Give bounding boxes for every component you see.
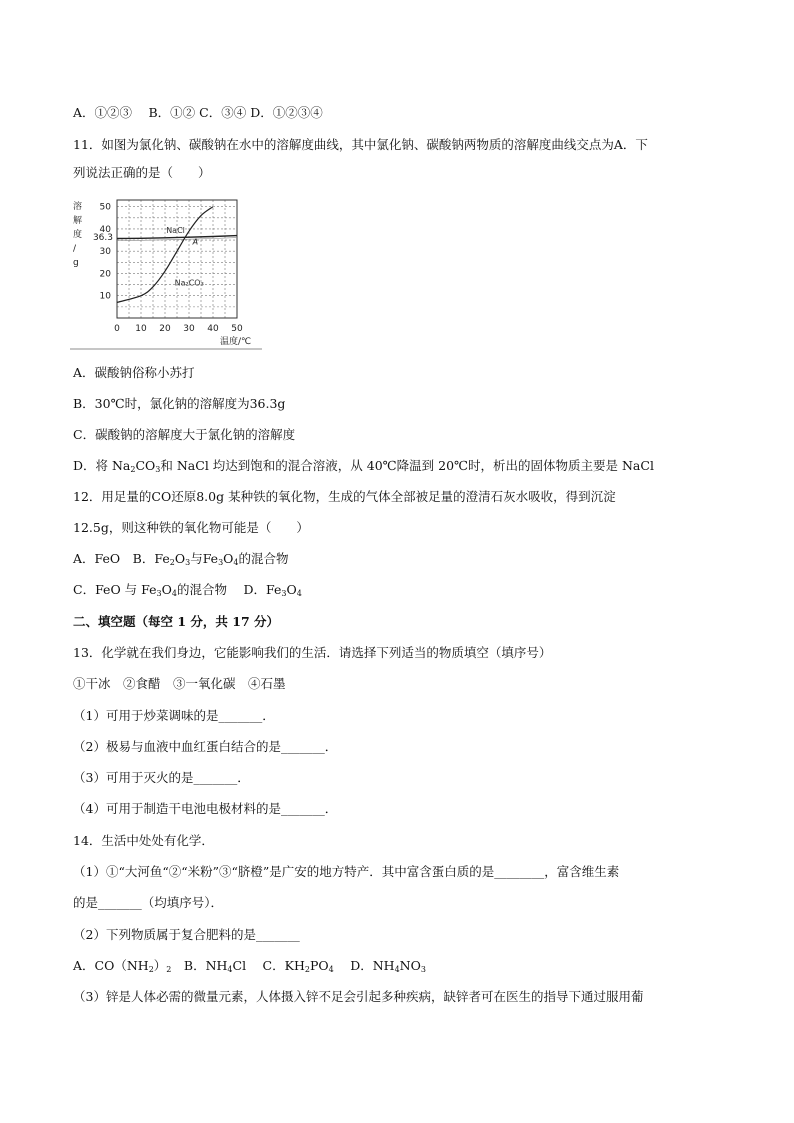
q12-options-cd: C．FeO 与 $Fe_3O_4$的混合物 D．$Fe_3O_4$ [73,582,302,598]
q11-stem-line2: 列说法正确的是（ ） [73,165,211,180]
chart-x-ticks [114,324,243,334]
x-tick-label: 10 [135,324,147,334]
q14-part2: （2）下列物质属于复合肥料的是_______ [73,927,300,942]
chart-ylabel-char: 度 [73,230,83,240]
q13-sub1: （1）可用于炒菜调味的是_______． [73,708,275,723]
q13-choices: ①干冰 ②食醋 ③一氧化碳 ④石墨 [73,676,286,691]
chart-ylabel-char: / [73,244,77,254]
section2-title: 二、填空题（每空 1 分，共 17 分） [73,614,280,629]
y-tick-label: 30 [99,247,111,258]
y-tick-label: 50 [99,202,111,213]
q11-option-d: D．将 $Na_2CO_3$和 NaCl 均达到饱和的混合溶液，从 40℃降温到 20℃时，析出的固体物质主要是 NaCl [73,458,654,474]
q11-option-a: A．碳酸钠俗称小苏打 [73,365,195,380]
chart-ylabel [73,200,82,268]
chart-ylabel-char: g [73,258,79,268]
y-tick-label: 10 [99,291,111,302]
x-tick-label: 20 [159,324,171,334]
q10-options: A．①②③ B．①② C．③④ D．①②③④ [73,105,323,120]
q14-part1-line2: 的是_______（均填序号）． [73,895,224,910]
q13-sub3: （3）可用于灭火的是_______． [73,770,250,785]
q12-stem-line2: 12.5g，则这种铁的氧化物可能是（ ） [73,520,309,535]
chart-y-ticks [93,203,113,302]
series-label-na2co3: Na₂CO₃ [174,278,204,288]
q14-part3: （3）锌是人体必需的微量元素，人体摄入锌不足会引起多种疾病，缺锌者可在医生的指导下通过服用葡 [73,989,644,1004]
q11-option-c: C．碳酸钠的溶解度大于氯化钠的溶解度 [73,427,296,442]
q14-part2-options: A．$CO(NH_2)_2$ B．$NH_4Cl$ C．$KH_2PO_4$ D．$NH_4NO_3$ [73,958,426,974]
q13-sub4: （4）可用于制造干电池电极材料的是_______． [73,801,338,816]
q13-sub2: （2）极易与血液中血红蛋白结合的是_______． [73,739,338,754]
chart-grid [117,200,237,318]
q14-stem: 14．生活中处处有化学． [73,833,214,848]
chart-xlabel: 温度/℃ [220,337,252,347]
q11-stem-line1: 11．如图为氯化钠、碳酸钠在水中的溶解度曲线，其中氯化钠、碳酸钠两物质的溶解度曲线交点为A．下 [73,137,648,152]
series-label-nacl: NaCl [166,225,185,235]
y-tick-label: 40 [99,224,111,235]
intersection-point-label: A [192,237,199,247]
x-tick-label: 50 [231,324,243,334]
q12-options-ab: A．FeO B．$Fe_2O_3$与$Fe_3O_4$的混合物 [73,551,289,567]
q12-stem-line1: 12．用足量的CO还原8.0g 某种铁的氧化物，生成的气体全部被足量的澄清石灰水吸收，得到沉淀 [73,489,616,504]
x-tick-label: 40 [207,324,219,334]
solubility-chart [70,192,262,352]
x-tick-label: 30 [183,324,195,334]
y-tick-label-special: 36.3 [92,233,113,244]
x-tick-label: 0 [114,324,120,334]
q14-part1-line1: （1）①“大河鱼“②“米粉”③“脐橙”是广安的地方特产．其中富含蛋白质的是________，富含维生素 [73,864,620,879]
y-tick-label: 20 [99,269,111,280]
q13-stem: 13．化学就在我们身边，它能影响我们的生活．请选择下列适当的物质填空（填序号） [73,645,552,660]
chart-ylabel-char: 溶 [73,202,83,212]
q11-option-b: B．30℃时，氯化钠的溶解度为36.3g [73,396,286,411]
chart-ylabel-char: 解 [73,216,83,226]
